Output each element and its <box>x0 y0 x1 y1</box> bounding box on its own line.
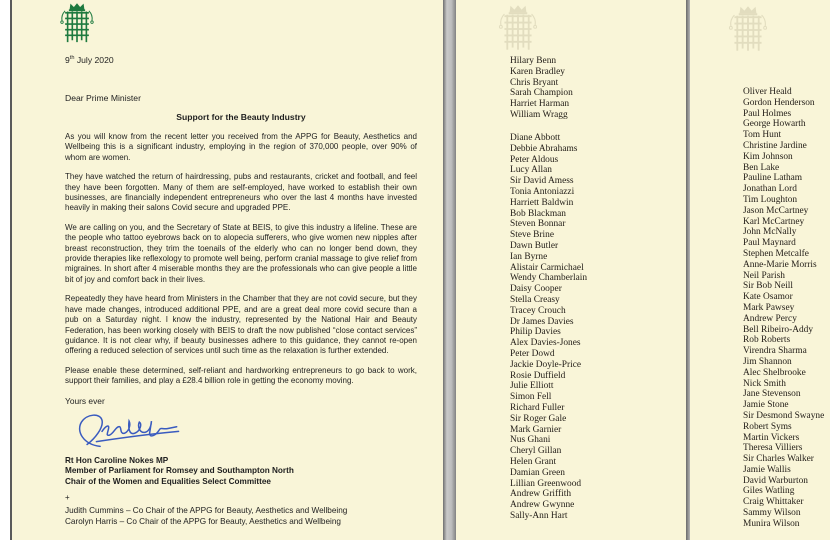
signatory-name: Christine Jardine <box>743 140 807 151</box>
signatory-list-leading <box>510 56 573 121</box>
signatory-name: Damian Green <box>510 467 565 478</box>
signatory-name: Tim Loughton <box>743 194 798 205</box>
signatory-name: Lucy Allan <box>510 165 552 176</box>
signatory-name: Dawn Butler <box>510 240 559 251</box>
signatory-name: Robert Syms <box>743 421 792 432</box>
signatory-name: Jane Stevenson <box>743 389 801 400</box>
signatory-name: Alistair Carmichael <box>510 262 584 273</box>
signatory-name: Ian Byrne <box>510 251 548 262</box>
signatory-name: Richard Fuller <box>510 402 565 413</box>
signatory-name: Virendra Sharma <box>743 346 807 357</box>
valediction: Yours ever <box>65 395 105 406</box>
signatory-name: Peter Aldous <box>510 154 559 165</box>
signatory-name: Sammy Wilson <box>743 508 801 519</box>
signatory-name: Stella Creasy <box>510 294 560 305</box>
signatory-name: Martin Vickers <box>743 432 800 443</box>
signatory-name: Jim Shannon <box>743 356 792 367</box>
signatory-name: Gordon Henderson <box>743 97 815 108</box>
handwritten-signature-icon <box>71 409 189 451</box>
signatory-name: Rob Roberts <box>743 335 791 346</box>
signatory-name: Sally-Ann Hart <box>510 510 568 521</box>
signatory-name: Steven Bonnar <box>510 219 566 230</box>
signatory-name: Andrew Percy <box>743 313 797 324</box>
signatory-name: Lillian Greenwood <box>510 478 582 489</box>
signatory-name: Anne-Marie Morris <box>743 259 817 270</box>
signature-block-line: Rt Hon Caroline Nokes MP <box>65 455 169 465</box>
signatory-name: Philip Davies <box>510 327 561 338</box>
signatory-name: Ben Lake <box>743 162 780 173</box>
signatory-name: Andrew Gwynne <box>510 500 575 511</box>
date-rest: July 2020 <box>74 55 114 65</box>
signatory-name: Tom Hunt <box>743 130 782 141</box>
signatory-name: William Wragg <box>510 109 568 120</box>
letter-paragraphs <box>65 132 417 387</box>
date-day: 9 <box>65 55 70 65</box>
signatory-name: Sarah Champion <box>510 88 573 99</box>
signatory-name: Harriet Harman <box>510 99 570 110</box>
cochair-line: Carolyn Harris – Co Chair of the APPG for Beauty, Aesthetics and Wellbeing <box>65 517 341 527</box>
cochair-line: Judith Cummins – Co Chair of the APPG for Beauty, Aesthetics and Wellbeing <box>65 506 348 516</box>
signatory-name: Oliver Heald <box>743 87 792 97</box>
signatory-name: Karen Bradley <box>510 66 565 77</box>
signatory-name: Sir Desmond Swayne <box>743 410 825 421</box>
signatory-name: Jackie Doyle-Price <box>510 359 582 370</box>
signatory-name: Wendy Chamberlain <box>510 273 588 284</box>
signatory-name: Bob Blackman <box>510 208 566 219</box>
signatory-name: Alex Davies-Jones <box>510 338 581 349</box>
signatory-name: John McNally <box>743 227 797 238</box>
signatory-name: Sir Roger Gale <box>510 413 567 424</box>
signatory-name: Sir Charles Walker <box>743 454 814 465</box>
signatory-name: Rosie Duffield <box>510 370 566 381</box>
signatory-name: Giles Watling <box>743 486 795 497</box>
letter-paragraph: As you will know from the recent letter you received from the APPG for Beauty, Aesthetics and Wellbeing this is a significant industry, employing in the region of 370,000 people, over 90% of whom are women. <box>65 132 417 162</box>
signatory-list-h-to-w <box>743 87 824 530</box>
signatory-name: Sir Bob Neill <box>743 281 794 292</box>
portcullis-logo-icon <box>57 2 97 46</box>
signatory-name: Craig Whittaker <box>743 497 804 508</box>
signatory-name: Cheryl Gillan <box>510 446 562 457</box>
signatories-page-1 <box>456 0 686 540</box>
signatory-name: Helen Grant <box>510 456 557 467</box>
signatory-name: Hilary Benn <box>510 56 557 66</box>
signatory-name: Daisy Cooper <box>510 284 562 295</box>
portcullis-watermark-icon <box>725 5 771 55</box>
signatory-name: Nick Smith <box>743 378 786 389</box>
signatory-name: Jonathan Lord <box>743 184 797 195</box>
letter-page-1 <box>10 0 445 540</box>
signatory-name: Karl McCartney <box>743 216 805 227</box>
signatory-name: Steve Brine <box>510 230 555 241</box>
signatory-name: Jason McCartney <box>743 205 809 216</box>
signatory-name: Paul Maynard <box>743 238 796 249</box>
signatory-name: Tonia Antoniazzi <box>510 186 575 197</box>
letter-subject: Support for the Beauty Industry <box>176 112 306 122</box>
signatory-name: George Howarth <box>743 119 806 130</box>
page-gap-1 <box>443 0 456 540</box>
salutation: Dear Prime Minister <box>65 93 141 103</box>
signatory-name: Peter Dowd <box>510 348 555 359</box>
signatories-page-2 <box>690 0 830 540</box>
signatory-name: Stephen Metcalfe <box>743 248 809 259</box>
signatory-name: Simon Fell <box>510 392 552 403</box>
letter-date <box>65 55 114 65</box>
signature-block <box>65 456 417 488</box>
signatory-name: Mark Pawsey <box>743 302 795 313</box>
signatory-name: Nus Ghani <box>510 435 551 446</box>
signatory-name: Munira Wilson <box>743 518 800 529</box>
signatory-list-a-to-h <box>510 133 587 522</box>
signatory-name: Mark Garnier <box>510 424 562 435</box>
signature-block-line: Member of Parliament for Romsey and Southampton North <box>65 466 294 476</box>
signatory-name: Sir David Amess <box>510 176 574 187</box>
date-ordinal: th <box>69 55 75 62</box>
signatory-name: Theresa Villiers <box>743 443 803 454</box>
signatory-name: Jamie Wallis <box>743 464 791 475</box>
signatory-name: Bell Ribeiro-Addy <box>743 324 814 335</box>
signatory-name: Harriett Baldwin <box>510 197 574 208</box>
signatory-name: Kim Johnson <box>743 151 793 162</box>
signatory-name: Neil Parish <box>743 270 785 281</box>
letter-paragraph: Please enable these determined, self-reliant and hardworking entrepreneurs to go back to work, support their families, and play a £28.4 billion role in getting the economy moving. <box>65 365 417 386</box>
letter-paragraph: They have watched the return of hairdressing, pubs and restaurants, cricket and football, and feel they have been forgotten. Many of them are self-employed, have worked to establish their own businesses, are financially independent entrepreneurs who over the last 4 months have invested heavily in making their salons Covid secure and upgraded PPE. <box>65 172 417 213</box>
signatory-name: Julie Elliott <box>510 381 554 392</box>
signatory-name: Andrew Griffith <box>510 489 572 500</box>
signatory-name: Chris Bryant <box>510 77 559 88</box>
letter-body <box>65 112 417 527</box>
signatory-name: Alec Shelbrooke <box>743 367 806 378</box>
signatory-name: Tracey Crouch <box>510 305 566 316</box>
signatory-name: Dr James Davies <box>510 316 574 327</box>
signatory-name: Jamie Stone <box>743 400 789 411</box>
footnote-mark: + <box>65 493 70 503</box>
signatory-name: Paul Holmes <box>743 108 792 119</box>
signature-block-line: Chair of the Women and Equalities Select Committee <box>65 476 271 486</box>
signatory-name: Debbie Abrahams <box>510 143 578 154</box>
cochair-lines <box>65 505 417 527</box>
signatory-name: Diane Abbott <box>510 133 561 143</box>
letter-paragraph: We are calling on you, and the Secretary of State at BEIS, to give this industry a lifeline. These are the people who tattoo eyebrows back on to alopecia sufferers, who give women new nipples after breast reconstruction, they trim the toenails of the elderly who can no longer bend down, they provide therapies like reflexology to promote well being, perform cranial massage to give relief from migraines. In short after 4 miserable months they are the professionals who can give people a little bit of joy and comfort back in their lives. <box>65 222 417 284</box>
signatory-name: David Warburton <box>743 475 808 486</box>
portcullis-watermark-icon <box>495 4 541 54</box>
signatory-name: Kate Osamor <box>743 292 793 303</box>
signatory-name: Pauline Latham <box>743 173 803 184</box>
letter-paragraph: Repeatedly they have heard from Ministers in the Chamber that they are not covid secure, but they have made changes, introduced additional PPE, and are a great deal more covid secure than a pub on a Saturday night. I know the industry, represented by the National Hair and Beauty Federation, has been working closely with BEIS to draft the now published “close contact services” guidance. It is not clear why, if beauty businesses adhere to this guidance, they cannot re-open offering a reduced selection of services until such time as the relaxation is further extended. <box>65 294 417 356</box>
